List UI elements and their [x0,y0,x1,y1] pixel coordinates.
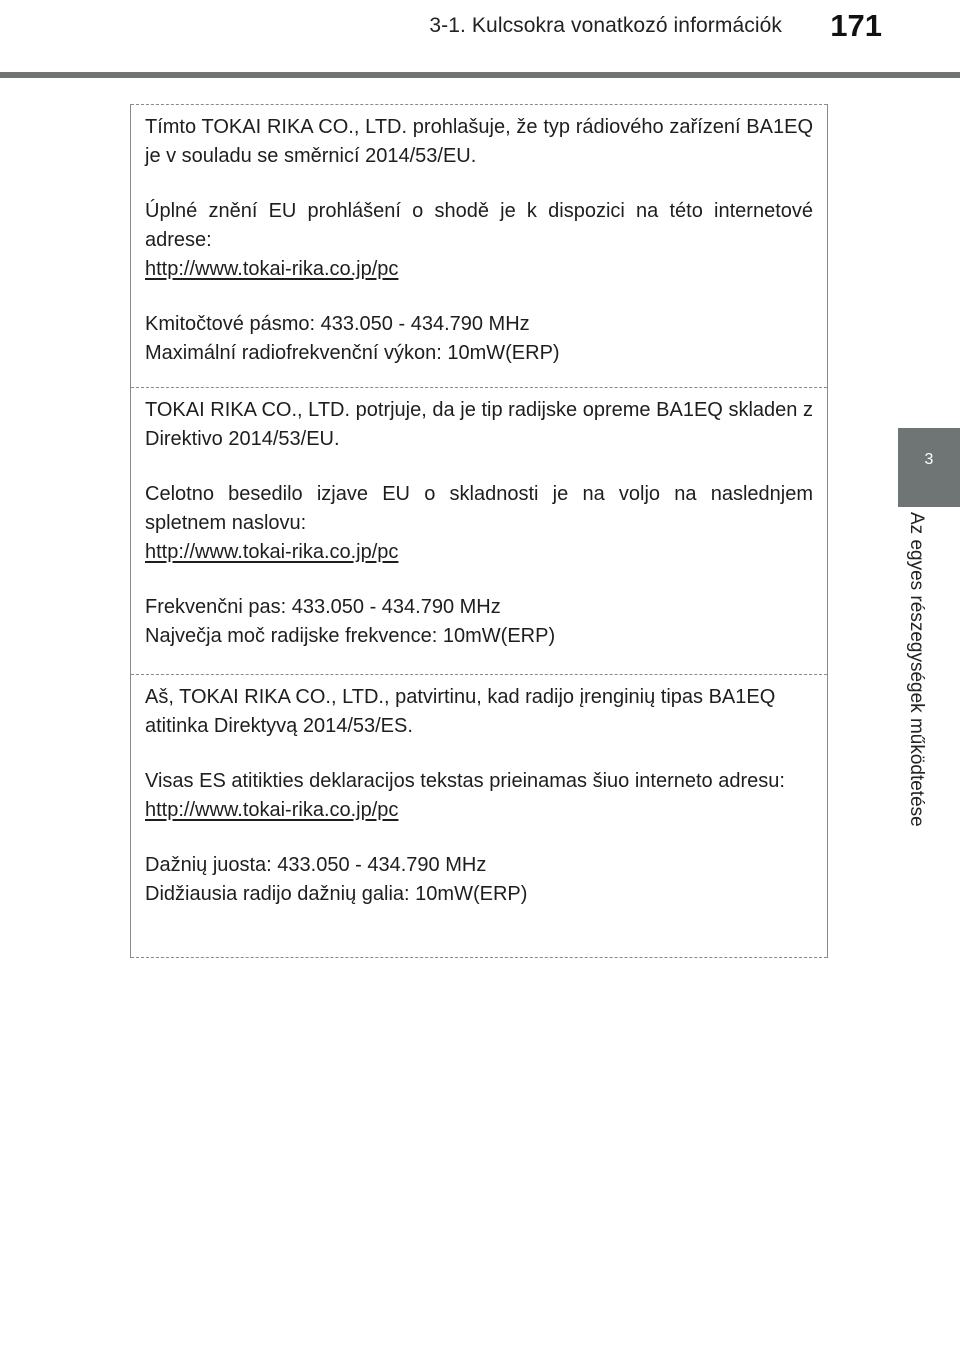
declaration-statement: Aš, TOKAI RIKA CO., LTD., patvirtinu, kad radijo įrenginių tipas BA1EQ atitinka Direktyvą 2014/53/ES. [145,686,776,737]
section-title: 3-1. Kulcsokra vonatkozó információk [429,14,782,37]
chapter-tab [898,428,960,507]
declaration-full-text-note: Visas ES atitikties deklaracijos tekstas prieinamas šiuo interneto adresu: [145,770,785,792]
frequency-band: Dažnių juosta: 433.050 - 434.790 MHz [145,854,487,876]
declaration-url-link[interactable]: http://www.tokai-rika.co.jp/pc [145,258,399,280]
declaration-statement: Tímto TOKAI RIKA CO., LTD. prohlašuje, že typ rádiového zařízení BA1EQ je v souladu se směrnicí 2014/53/EU. [145,116,813,167]
chapter-number: 3 [924,451,934,468]
page-number: 171 [830,8,882,43]
declaration-slovenian [131,387,827,674]
header-divider [0,72,960,78]
max-power: Največja moč radijske frekvence: 10mW(ERP) [145,625,556,647]
frequency-band: Kmitočtové pásmo: 433.050 - 434.790 MHz [145,313,530,335]
max-power: Didžiausia radijo dažnių galia: 10mW(ERP) [145,883,528,905]
declaration-statement: TOKAI RIKA CO., LTD. potrjuje, da je tip radijske opreme BA1EQ skladen z Direktivo 2014/53/EU. [145,399,813,450]
declaration-url-link[interactable]: http://www.tokai-rika.co.jp/pc [145,541,399,563]
declaration-lithuanian [131,674,827,958]
declaration-czech [131,104,827,387]
max-power: Maximální radiofrekvenční výkon: 10mW(ERP) [145,342,560,364]
declaration-full-text-note: Úplné znění EU prohlášení o shodě je k dispozici na této internetové adrese: [145,200,813,251]
declaration-box [130,104,828,958]
declaration-full-text-note: Celotno besedilo izjave EU o skladnosti je na voljo na naslednjem spletnem naslovu: [145,483,813,534]
declaration-url-link[interactable]: http://www.tokai-rika.co.jp/pc [145,799,399,821]
frequency-band: Frekvenčni pas: 433.050 - 434.790 MHz [145,596,501,618]
chapter-title: Az egyes részegységek működtetése [906,512,927,827]
